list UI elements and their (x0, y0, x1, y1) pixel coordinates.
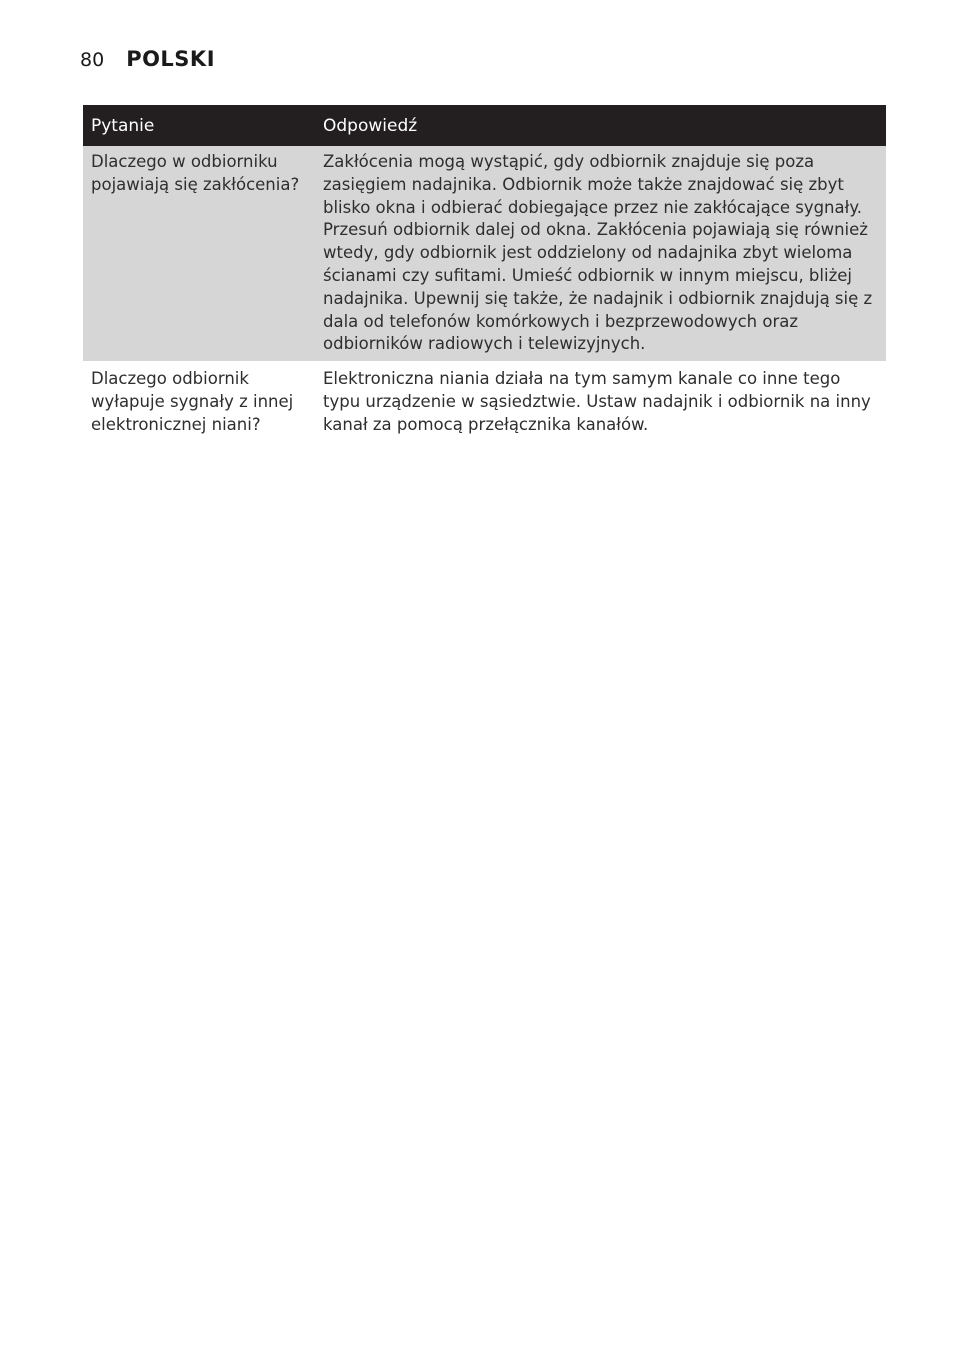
section-title: POLSKI (126, 47, 216, 71)
question-cell: Dlaczego w odbiorniku pojawiają się zakłócenia? (83, 146, 315, 361)
table-row (83, 361, 886, 441)
answer-cell: Elektroniczna niania działa na tym samym kanale co inne tego typu urządzenie w sąsiedztwie. Ustaw nadajnik i odbiornik na inny kanał za pomocą przełącznika kanałów. (315, 361, 886, 441)
table-row (83, 146, 886, 361)
question-cell: Dlaczego odbiornik wyłapuje sygnały z innej elektronicznej niani? (83, 361, 315, 441)
page-header (80, 47, 215, 71)
column-header-question: Pytanie (83, 105, 315, 146)
table-header-row (83, 105, 886, 146)
column-header-answer: Odpowiedź (315, 105, 886, 146)
page-number: 80 (80, 49, 105, 71)
faq-table (83, 105, 886, 442)
answer-cell: Zakłócenia mogą wystąpić, gdy odbiornik znajduje się poza zasięgiem nadajnika. Odbiornik może także znajdować się zbyt blisko okna i odbierać dobiegające przez nie zakłócające sygnały. Przesuń odbiornik dalej od okna. Zakłócenia pojawiają się również wtedy, gdy odbiornik jest oddzielony od nadajnika zbyt wieloma ścianami czy sufitami. Umieść odbiornik w innym miejscu, bliżej nadajnika. Upewnij się także, że nadajnik i odbiornik znajdują się z dala od telefonów komórkowych i bezprzewodowych oraz odbiorników radiowych i telewizyjnych. (315, 146, 886, 361)
